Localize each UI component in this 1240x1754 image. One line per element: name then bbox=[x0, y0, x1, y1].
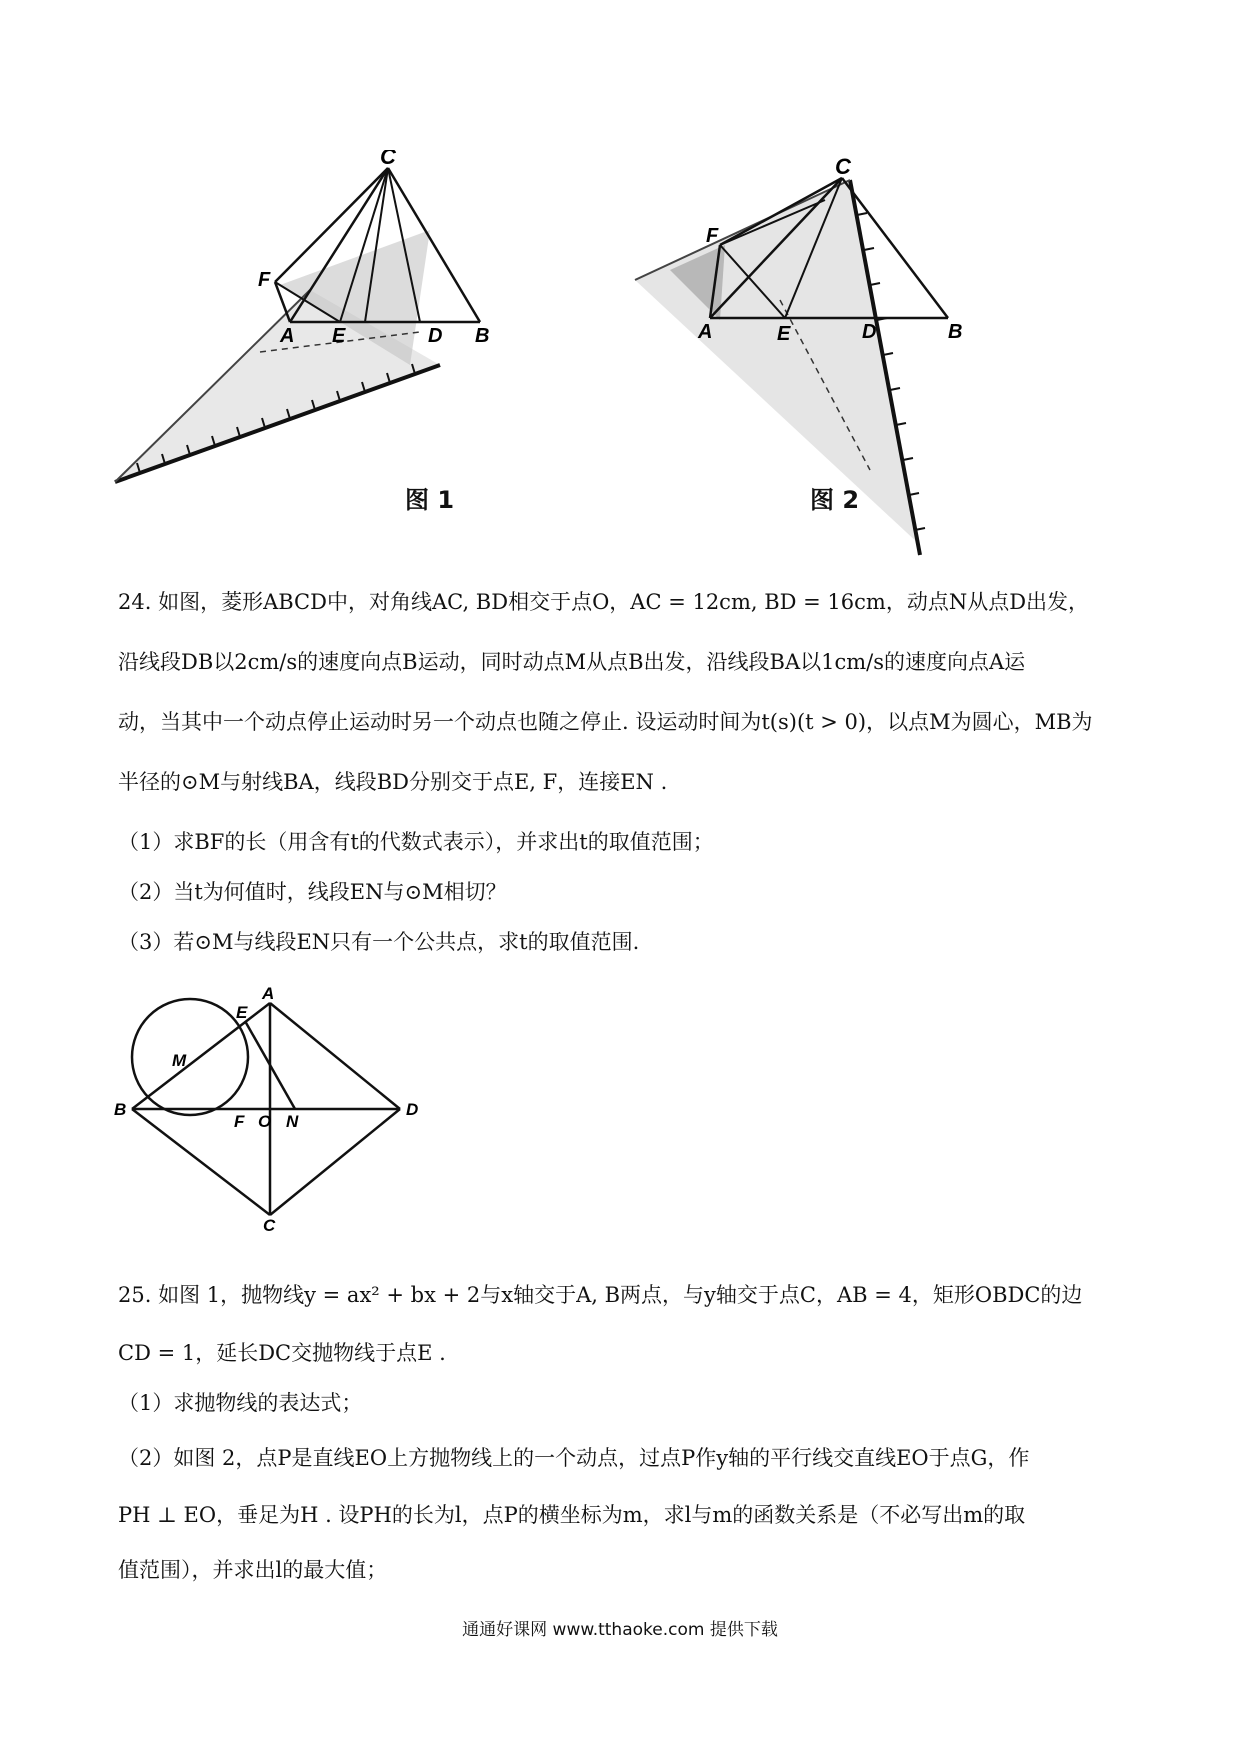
q24-line-1: 24. 如图，菱形ABCD中，对角线AC, BD相交于点O，AC = 12cm, BD = 16cm，动点N从点D出发， bbox=[118, 590, 1090, 614]
fig1-label-f: F bbox=[258, 269, 271, 291]
fig3-label-f: F bbox=[234, 1112, 245, 1131]
q24-sub-1: （1）求BF的长（用含有t的代数式表示），并求出t的取值范围； bbox=[118, 830, 714, 854]
fig2-label-c: C bbox=[835, 154, 851, 179]
fig3-label-e: E bbox=[236, 1003, 248, 1022]
fig3-label-m: M bbox=[172, 1051, 187, 1070]
q25-sub-2-line-1: （2）如图 2，点P是直线EO上方抛物线上的一个动点，过点P作y轴的平行线交直线EO于点G，作 bbox=[118, 1446, 1030, 1470]
fig1-label-e: E bbox=[332, 325, 346, 347]
q24-line-4: 半径的⊙M与射线BA，线段BD分别交于点E, F，连接EN . bbox=[118, 770, 668, 794]
q24-line-2: 沿线段DB以2cm/s的速度向点B运动，同时动点M从点B出发，沿线段BA以1cm/s的速度向点A运 bbox=[118, 650, 1026, 674]
fig3-label-a: A bbox=[262, 985, 275, 1003]
fig3-label-d: D bbox=[406, 1100, 419, 1119]
q25-sub-1: （1）求抛物线的表达式； bbox=[118, 1391, 363, 1415]
fig2-label-f: F bbox=[706, 225, 719, 247]
figure-1-caption: 图 1 bbox=[405, 486, 455, 514]
figure-2-caption: 图 2 bbox=[810, 486, 860, 514]
q24-sub-3: （3）若⊙M与线段EN只有一个公共点，求t的取值范围. bbox=[118, 930, 640, 954]
fig3-label-c: C bbox=[263, 1216, 276, 1235]
page-footer: 通通好课网 www.tthaoke.com 提供下载 bbox=[462, 1620, 778, 1640]
figure-1 bbox=[110, 150, 570, 490]
fig3-label-o: O bbox=[258, 1112, 272, 1131]
fig2-label-d: D bbox=[862, 321, 877, 343]
fig1-label-d: D bbox=[428, 325, 443, 347]
q25-sub-2-line-3: 值范围），并求出l的最大值； bbox=[118, 1558, 388, 1582]
q24-sub-2: （2）当t为何值时，线段EN与⊙M相切？ bbox=[118, 880, 507, 904]
q24-line-3: 动，当其中一个动点停止运动时另一个动点也随之停止. 设运动时间为t(s)(t > 0)，以点M为圆心，MB为 bbox=[118, 710, 1093, 734]
fig2-label-e: E bbox=[777, 323, 791, 345]
fig1-label-a: A bbox=[280, 325, 295, 347]
fig3-label-b: B bbox=[114, 1100, 127, 1119]
fig3-label-n: N bbox=[286, 1112, 299, 1131]
q25-line-2: CD = 1，延长DC交抛物线于点E . bbox=[118, 1341, 446, 1365]
q25-sub-2-line-2: PH ⊥ EO，垂足为H . 设PH的长为l，点P的横坐标为m，求l与m的函数关系是（不必写出m的取 bbox=[118, 1503, 1026, 1527]
q25-line-1: 25. 如图 1，抛物线y = ax² + bx + 2与x轴交于A, B两点，与y轴交于点C，AB = 4，矩形OBDC的边 bbox=[118, 1283, 1083, 1307]
fig1-label-c: C bbox=[380, 150, 396, 169]
fig1-label-b: B bbox=[475, 325, 490, 347]
fig2-label-a: A bbox=[698, 321, 713, 343]
figure-rhombus bbox=[110, 985, 440, 1235]
fig2-label-b: B bbox=[948, 321, 963, 343]
